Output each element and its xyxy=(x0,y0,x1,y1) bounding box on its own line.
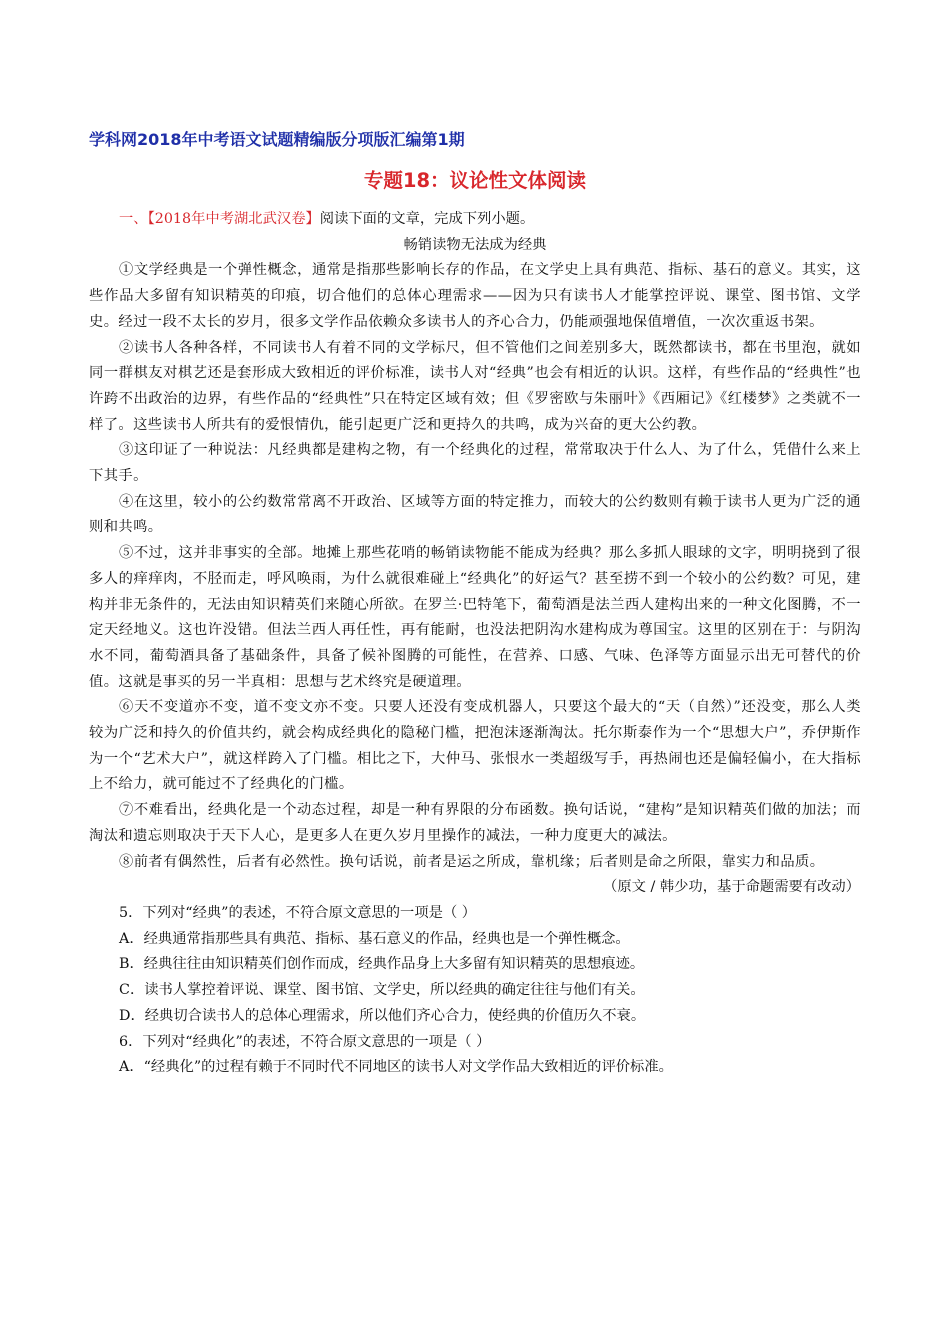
topic-title: 专题18：议论性文体阅读 xyxy=(363,169,587,192)
question-5-option-c: C．读书人掌控着评说、课堂、图书馆、文学史，所以经典的确定往往与他们有关。 xyxy=(119,982,645,999)
content-body xyxy=(89,207,861,1081)
article-paragraph-3: ③这印证了一种说法：凡经典都是建构之物，有一个经典化的过程，常常取决于什么人、为了什么，凭借什么来上下其手。 xyxy=(89,442,861,485)
article-paragraph-5: ⑤不过，这并非事实的全部。地摊上那些花哨的畅销读物能不能成为经典？那么多抓人眼球的文字，明明挠到了很多人的痒痒肉，不胫而走，呼风唤雨，为什么就很难碰上“经典化”的好运气？甚至捞不到一个较小的公约数？可见，建构并非无条件的，无法由知识精英们来随心所欲。在罗兰·巴特笔下，葡萄酒是法兰西人建构出来的一种文化图腾，不一定天经地义。这也许没错。但法兰西人再任性，再有能耐，也没法把阴沟水建构成为尊国宝。这里的区别在于：与阴沟水不同，葡萄酒具备了基础条件，具备了候补图腾的可能性，在营养、口感、气味、色泽等方面显示出无可替代的价值。这就是事买的另一半真相：思想与艺术终究是硬道理。 xyxy=(89,545,861,690)
section-intro xyxy=(89,207,861,233)
question-5-stem: 5．下列对“经典”的表述，不符合原文意思的一项是（ ） xyxy=(119,904,477,921)
article-paragraph-7: ⑦不难看出，经典化是一个动态过程，却是一种有界限的分布函数。换句话说，“建构”是知识精英们做的加法；而淘汰和遗忘则取决于天下人心，是更多人在更久岁月里操作的减法，一种力度更大的减法。 xyxy=(89,802,861,844)
article-paragraph-6: ⑥天不变道亦不变，道不变文亦不变。只要人还没有变成机器人，只要这个最大的“天（自然）”还没变，那么人类较为广泛和持久的价值共约，就会构成经典化的隐秘门槛，把泡沫逐渐淘汰。托尔斯泰作为一个“思想大户”，乔伊斯作为一个“艺术大户”，就这样跨入了门槛。相比之下，大仲马、张恨水一类超级写手，再热闹也还是偏轻偏小，在大指标上不给力，就可能过不了经典化的门槛。 xyxy=(89,699,861,793)
article-paragraph-4: ④在这里，较小的公约数常常离不开政治、区域等方面的特定推力，而较大的公约数则有赖于读书人更为广泛的通则和共鸣。 xyxy=(89,493,861,536)
question-6-stem: 6．下列对“经典化”的表述，不符合原文意思的一项是（ ） xyxy=(119,1033,491,1050)
article-source: （原文 / 韩少功，基于命题需要有改动） xyxy=(603,879,860,896)
question-5-option-b: B．经典往往由知识精英们创作而成，经典作品身上大多留有知识精英的思想痕迹。 xyxy=(119,956,645,973)
question-5-option-d: D．经典切合读书人的总体心理需求，所以他们齐心合力，使经典的价值历久不衰。 xyxy=(119,1007,646,1024)
article-paragraph-1: ①文学经典是一个弹性概念，通常是指那些影响长存的作品，在文学史上具有典范、指标、基石的意义。其实，这些作品大多留有知识精英的印痕，切合他们的总体心理需求——因为只有读书人才能掌控评说、课堂、图书馆、文学史。经过一段不太长的岁月，很多文学作品依赖众多读书人的齐心合力，仍能顽强地保值增值，一次次重返书架。 xyxy=(89,262,861,330)
question-5-option-a: A．经典通常指那些具有典范、指标、基石意义的作品，经典也是一个弹性概念。 xyxy=(119,930,630,947)
article-title: 畅销读物无法成为经典 xyxy=(403,236,547,253)
section-source-label: 一、【2018年中考湖北武汉卷】 xyxy=(119,211,320,227)
section-instruction: 阅读下面的文章，完成下列小题。 xyxy=(319,211,535,227)
question-6-option-a: A．“经典化”的过程有赖于不同时代不同地区的读书人对文学作品大致相近的评价标准。 xyxy=(119,1059,673,1076)
article-paragraph-2: ②读书人各种各样，不同读书人有着不同的文学标尺，但不管他们之间差别多大，既然都读书，都在书里泡，就如同一群棋友对棋艺还是套形成大致相近的评价标准，读书人对“经典”也会有相近的认识。这样，有些作品的“经典性”也许跨不出政治的边界，有些作品的“经典性”只在特定区域有效；但《罗密欧与朱丽叶》《西厢记》《红楼梦》之类就不一样了。这些读书人所共有的爱恨情仇，能引起更广泛和更持久的共鸣，成为兴奋的更大公约教。 xyxy=(89,339,861,433)
document-header: 学科网2018年中考语文试题精编版分项版汇编第1期 xyxy=(89,130,465,149)
article-paragraph-8: ⑧前者有偶然性，后者有必然性。换句话说，前者是运之所成，靠机缘；后者则是命之所限，靠实力和品质。 xyxy=(119,853,825,870)
